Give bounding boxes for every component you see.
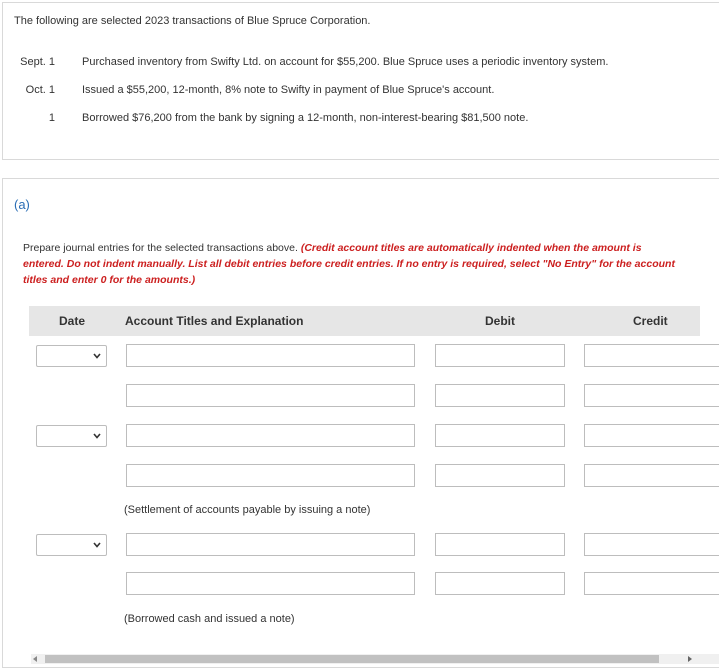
problem-intro: The following are selected 2023 transactions of Blue Spruce Corporation. <box>14 15 371 27</box>
instructions-note: (Credit account titles are automatically indented when the amount is entered. Do not indent manually. List all debit entries before credit entries. If no entry is required, select "No Entry" for the account titles and enter 0 for the amounts.) <box>23 242 675 286</box>
transactions-panel <box>2 2 719 160</box>
date-select[interactable] <box>36 345 107 367</box>
credit-amount-input[interactable] <box>584 424 719 447</box>
debit-amount-input[interactable] <box>435 384 565 407</box>
instructions-text: Prepare journal entries for the selected transactions above. <box>23 242 301 254</box>
transaction-text: Issued a $55,200, 12-month, 8% note to Swifty in payment of Blue Spruce's account. <box>82 84 495 96</box>
column-header-account: Account Titles and Explanation <box>125 314 304 328</box>
debit-amount-input[interactable] <box>435 344 565 367</box>
part-label: (a) <box>14 197 30 212</box>
chevron-down-icon <box>93 542 101 548</box>
account-title-input[interactable] <box>126 344 415 367</box>
entry-explanation: (Settlement of accounts payable by issuing a note) <box>124 504 371 516</box>
transaction-date: Sept. 1 <box>20 56 55 68</box>
credit-amount-input[interactable] <box>584 572 719 595</box>
credit-amount-input[interactable] <box>584 464 719 487</box>
account-title-input[interactable] <box>126 384 415 407</box>
part-a-panel <box>2 178 719 668</box>
date-select[interactable] <box>36 534 107 556</box>
debit-amount-input[interactable] <box>435 533 565 556</box>
date-select[interactable] <box>36 425 107 447</box>
account-title-input[interactable] <box>126 533 415 556</box>
chevron-down-icon <box>93 433 101 439</box>
debit-amount-input[interactable] <box>435 464 565 487</box>
transaction-date: 1 <box>48 112 55 124</box>
credit-amount-input[interactable] <box>584 344 719 367</box>
scroll-left-arrow-icon[interactable] <box>33 656 37 662</box>
column-header-credit: Credit <box>633 314 668 328</box>
entry-explanation: (Borrowed cash and issued a note) <box>124 613 295 625</box>
account-title-input[interactable] <box>126 464 415 487</box>
horizontal-scrollbar[interactable] <box>31 654 719 664</box>
account-title-input[interactable] <box>126 424 415 447</box>
credit-amount-input[interactable] <box>584 384 719 407</box>
scroll-right-arrow-icon[interactable] <box>688 656 692 662</box>
debit-amount-input[interactable] <box>435 424 565 447</box>
transaction-text: Purchased inventory from Swifty Ltd. on account for $55,200. Blue Spruce uses a periodic inventory system. <box>82 56 609 68</box>
account-title-input[interactable] <box>126 572 415 595</box>
column-header-date: Date <box>59 314 86 328</box>
chevron-down-icon <box>93 353 101 359</box>
column-header-debit: Debit <box>485 314 515 328</box>
journal-table-header <box>29 306 700 336</box>
transaction-date: Oct. 1 <box>25 84 55 96</box>
scrollbar-thumb[interactable] <box>45 655 659 663</box>
credit-amount-input[interactable] <box>584 533 719 556</box>
transaction-text: Borrowed $76,200 from the bank by signing a 12-month, non-interest-bearing $81,500 note. <box>82 112 529 124</box>
instructions <box>23 240 685 288</box>
debit-amount-input[interactable] <box>435 572 565 595</box>
